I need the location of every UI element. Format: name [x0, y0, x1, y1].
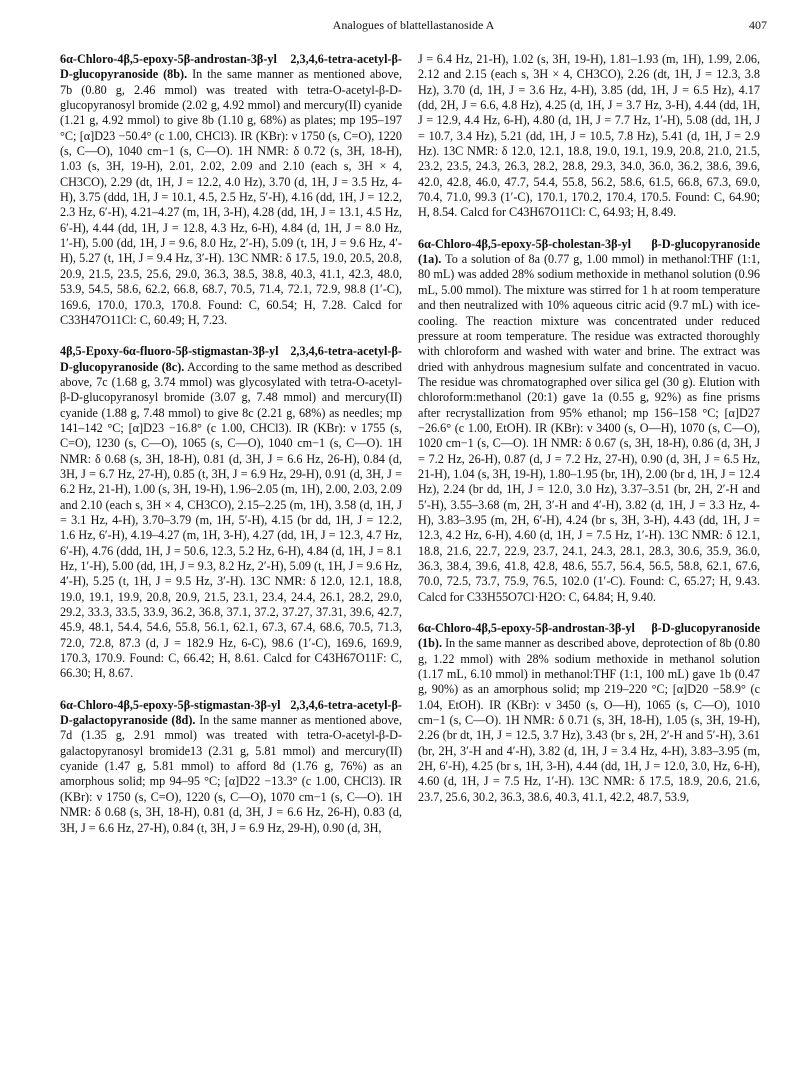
running-title: Analogues of blattellastanoside A — [332, 18, 495, 32]
compound-heading: 6α-Chloro-4β,5-epoxy-5β-androstan-3β-yl β-D-glucopyranoside (1b). — [418, 621, 760, 651]
compound-entry-8d-continued — [418, 52, 760, 221]
compound-entry-8c — [60, 344, 402, 682]
page-number: 407 — [749, 18, 767, 32]
compound-heading: 4β,5-Epoxy-6α-fluoro-5β-stigmastan-3β-yl 2,3,4,6-tetra-acetyl-β-D-glucopyranoside (8c). — [60, 344, 402, 374]
right-column — [418, 52, 760, 821]
compound-heading: 6α-Chloro-4β,5-epoxy-5β-androstan-3β-yl 2,3,4,6-tetra-acetyl-β-D-glucopyranoside (8b). — [60, 52, 402, 82]
compound-heading: 6α-Chloro-4β,5-epoxy-5β-cholestan-3β-yl β-D-glucopyranoside (1a). — [418, 236, 760, 267]
compound-entry-1b — [418, 621, 760, 805]
compound-body: In the same manner as mentioned above, 7b (0.80 g, 2.46 mmol) was treated with tetra-O-acetyl-β-D-glucopyranosyl bromide (2.02 g, 4.92 mmol) and mercury(II) cyanide (1.21 g, 4.92 mmol) to give 8b (1.10 g, 68%) as plates; mp 195–197 °C; [α]D23 −50.4° (c 1.00, CHCl3). IR (KBr): ν 1750 (s, C=O), 1220 (s, C—O), 1040 cm−1 (s, C—O). 1H NMR: δ 0.72 (s, 3H, 18-H), 1.03 (s, 3H, 19-H), 2.01, 2.02, 2.09 and 2.10 (each s, 3H × 4, CH3CO), 2.29 (dt, 1H, J = 12.2, 4.0 Hz), 3.70 (d, 1H, J = 3.5 Hz, 4-H), 3.75 (ddd, 1H, J = 10.1, 4.5, 2.5 Hz, 5′-H), 4.16 (dd, 1H, J = 12.2, 2.3 Hz, 6′-H), 4.21–4.27 (m, 1H, 3-H), 4.28 (dd, 1H, J = 13.1, 4.5 Hz, 6′-H), 4.44 (dd, 1H, J = 12.8, 4.3 Hz, 6-H), 4.84 (d, 1H, J = 8.0 Hz, 1′-H), 5.00 (dd, 1H, J = 9.6, 8.0 Hz, 2′-H), 5.09 (t, 1H, J = 9.6 Hz, 4′-H), 5.27 (t, 1H, J = 9.4 Hz, 3′-H). 13C NMR: δ 17.5, 19.0, 20.5, 20.8, 20.9, 21.5, 23.5, 25.6, 29.0, 36.3, 38.5, 38.8, 40.3, 41.1, 42.3, 48.0, 53.9, 54.5, 58.6, 62.2, 66.8, 68.7, 70.5, 71.4, 72.1, 72.9, 98.8 (1′-C), 169.6, 170.0, 170.3, 170.8. Found: C, 60.54; H, 7.28. Calcd for C33H47O11Cl: C, 60.49; H, 7.23. — [60, 67, 403, 327]
compound-body: J = 6.4 Hz, 21-H), 1.02 (s, 3H, 19-H), 1.81–1.93 (m, 1H), 1.99, 2.06, 2.12 and 2.15 (each s, 3H × 4, CH3CO), 2.26 (dt, 1H, J = 12.3, 3.8 Hz), 3.70 (d, 1H, J = 3.6 Hz, 4-H), 3.85 (dd, 1H, J = 6.5 Hz), 4.17 (dd, 2H, J = 6.6, 4.8 Hz), 4.25 (d, 1H, J = 3.7 Hz, 3-H), 4.44 (dd, 1H, J = 12.9, 4.4 Hz, 6-H), 4.80 (d, 1H, J = 7.7 Hz, 1′-H), 5.08 (dd, 1H, J = 10.7, 3.4 Hz), 5.21 (dd, 1H, J = 10.5, 7.8 Hz), 5.41 (d, 1H, J = 2.9 Hz). 13C NMR: δ 12.0, 12.1, 18.8, 19.0, 19.1, 19.9, 20.8, 21.0, 21.5, 23.2, 23.5, 24.3, 26.3, 28.2, 28.8, 29.3, 34.0, 36.0, 36.2, 38.6, 39.6, 42.0, 42.8, 46.0, 47.7, 54.4, 55.8, 56.2, 58.6, 61.5, 66.8, 67.3, 69.0, 70.4, 71.0, 99.3 (1′-C), 170.1, 170.2, 170.4, 170.5. Found: C, 64.90; H, 8.54. Calcd for C43H67O11Cl: C, 64.93; H, 8.49. — [418, 52, 760, 220]
compound-body: In the same manner as described above, deprotection of 8b (0.80 g, 1.22 mmol) with 28% sodium methoxide in methanol solution (1.17 mL, 6.10 mmol) in methanol:THF (1:1, 100 mL) gave 1b (0.47 g, 90%) as an amorphous solid; mp 219–220 °C; [α]D20 −58.9° (c 1.04, EtOH). IR (KBr): ν 3450 (s, O—H), 1065 (s, C—O), 1010 cm−1 (s, C—O). 1H NMR: δ 0.71 (s, 3H, 18-H), 1.05 (s, 3H, 19-H), 2.26 (br dt, 1H, J = 12.5, 3.7 Hz), 3.43 (br s, 2H, 2′-H and 5′-H), 3.61 (br, 2H, 3′-H and 4′-H), 3.82 (d, 1H, J = 3.4 Hz, 4-H), 3.83–3.95 (m, 2H, 6′-H), 4.25 (br s, 1H, 3-H), 4.44 (dd, 1H, J = 12.0, 3.0, Hz, 6-H), 4.60 (d, 1H, J = 7.5 Hz, 1′-H). 13C NMR: δ 17.5, 18.9, 20.6, 21.6, 23.7, 25.6, 30.2, 36.3, 38.6, 40.3, 41.1, 42.2, 48.7, 53.9, — [418, 636, 760, 804]
compound-body: According to the same method as described above, 7c (1.68 g, 3.74 mmol) was glycosylated with tetra-O-acetyl-β-D-glucopyranosyl bromide (3.07 g, 7.48 mmol) and mercury(II) cyanide (1.88 g, 7.48 mmol) to give 8c (2.21 g, 68%) as needles; mp 141–142 °C; [α]D23 −16.8° (c 1.00, CHCl3). IR (KBr): ν 1755 (s, C=O), 1230 (s, C—O), 1065 (s, C—O), 1040 cm−1 (s, C—O). 1H NMR: δ 0.68 (s, 3H, 18-H), 0.81 (d, 3H, J = 6.6 Hz, 26-H), 0.84 (d, 3H, J = 6.7 Hz, 27-H), 0.85 (t, 3H, J = 6.9 Hz, 29-H), 0.91 (d, 3H, J = 6.2 Hz, 21-H), 1.00 (s, 3H, 19-H), 1.96–2.05 (m, 1H), 2.00, 2.03, 2.09 and 2.10 (each s, 3H × 4, CH3CO), 2.15–2.25 (m, 1H), 3.58 (d, 1H, J = 3.1 Hz, 4-H), 3.70–3.79 (m, 1H, 5′-H), 4.15 (br dd, 1H, J = 12.2, 1.6 Hz, 6′-H), 4.19–4.27 (m, 1H, 3-H), 4.27 (dd, 1H, J = 12.3, 4.7 Hz, 6′-H), 4.76 (ddd, 1H, J = 50.6, 12.3, 5.2 Hz, 6-H), 4.84 (d, 1H, J = 8.1 Hz, 1′-H), 5.00 (dd, 1H, J = 9.3, 8.2 Hz, 2′-H), 5.09 (t, 1H, J = 9.6 Hz, 4′-H), 5.25 (t, 1H, J = 9.5 Hz, 3′-H). 13C NMR: δ 12.0, 12.1, 18.8, 19.0, 19.1, 19.9, 20.8, 20.9, 21.5, 23.1, 23.4, 24.4, 26.1, 28.2, 29.0, 29.2, 33.3, 33.5, 33.9, 36.2, 36.8, 37.1, 37.2, 37.27, 37.31, 39.6, 42.7, 45.9, 48.1, 54.4, 54.6, 55.8, 56.1, 62.1, 67.3, 67.4, 68.6, 70.5, 71.3, 72.0, 72.8, 87.3 (d, J = 182.9 Hz, 6-C), 98.6 (1′-C), 169.6, 169.9, 170.3, 170.9. Found: C, 66.42; H, 8.61. Calcd for C43H67O11F: C, 66.30; H, 8.67. — [60, 359, 402, 681]
left-column — [60, 52, 402, 852]
compound-entry-1a — [418, 237, 760, 605]
compound-body: To a solution of 8a (0.77 g, 1.00 mmol) in methanol:THF (1:1, 80 mL) was added 28% sodium methoxide in methanol solution (0.96 mL, 5.00 mmol). The mixture was stirred for 1 h at room temperature and then neutralized with 10% aqueous citric acid (9.7 mL) with ice-cooling. The reaction mixture was concentrated under reduced pressure at room temperature. The residue was extracted thoroughly with chloroform and washed with water and brine. The extract was dried with anhydrous magnesium sulfate and concentrated in vacuo. The residue was chromatographed over silica gel (30 g). Elution with chloroform:methanol (20:1) gave 1a (0.55 g, 92%) as fine prisms after recrystallization from 95% ethanol; mp 156–158 °C; [α]D27 −26.6° (c 1.00, EtOH). IR (KBr): ν 3400 (s, O—H), 1070 (s, C—O), 1020 cm−1 (s, C—O). 1H NMR: δ 0.67 (s, 3H, 18-H), 0.86 (d, 3H, J = 7.2 Hz, 26-H), 0.87 (d, J = 7.2 Hz, 27-H), 0.90 (d, 3H, J = 6.5 Hz, 21-H), 1.04 (s, 3H, 19-H), 1.80–1.95 (br, 1H), 2.00 (br d, 1H, J = 12.4 Hz), 2.24 (br dd, 1H, J = 12.0, 3.0 Hz), 3.37–3.51 (br, 2H, 2′-H and 5′-H), 3.55–3.68 (m, 2H, 3′-H and 4′-H), 3.82 (d, 1H, J = 3.3 Hz, 4-H), 3.83–3.95 (m, 2H, 6′-H), 4.24 (br s, 3H, 3-H), 4.43 (dd, 1H, J = 12.3, 4.2 Hz, 6-H), 4.60 (d, 1H, J = 7.5 Hz, 1′-H). 13C NMR: δ 12.1, 18.8, 21.6, 22.7, 22.9, 23.7, 24.1, 24.3, 28.1, 28.3, 30.6, 35.9, 36.0, 36.3, 38.4, 39.6, 41.8, 42.8, 48.6, 55.7, 56.4, 56.5, 58.8, 62.1, 67.6, 70.0, 72.5, 73.7, 75.9, 76.5, 102.0 (1′-C). Found: C, 65.27; H, 9.43. Calcd for C33H55O7Cl·H2O: C, 64.84; H, 9.40. — [418, 252, 760, 604]
compound-body: In the same manner as mentioned above, 7d (1.35 g, 2.91 mmol) was treated with tetra-O-acetyl-β-D-galactopyranosyl bromide13 (2.31 g, 5.81 mmol) and mercury(II) cyanide (1.47 g, 5.81 mmol) to afford 8d (1.76 g, 76%) as an amorphous solid; mp 94–95 °C; [α]D22 −13.3° (c 1.00, CHCl3). IR (KBr): ν 1750 (s, C=O), 1220 (s, C—O), 1070 cm−1 (s, C—O). 1H NMR: δ 0.68 (s, 3H, 18-H), 0.81 (d, 3H, J = 6.6 Hz, 26-H), 0.83 (d, 3H, J = 6.6 Hz, 27-H), 0.84 (t, 3H, J = 6.9 Hz, 29-H), 0.90 (d, 3H, — [60, 713, 403, 835]
compound-entry-8d — [60, 698, 402, 836]
compound-heading: 6α-Chloro-4β,5-epoxy-5β-stigmastan-3β-yl 2,3,4,6-tetra-acetyl-β-D-galactopyranoside (8d). — [60, 697, 402, 728]
page-header — [60, 18, 767, 38]
compound-entry-8b — [60, 52, 402, 328]
